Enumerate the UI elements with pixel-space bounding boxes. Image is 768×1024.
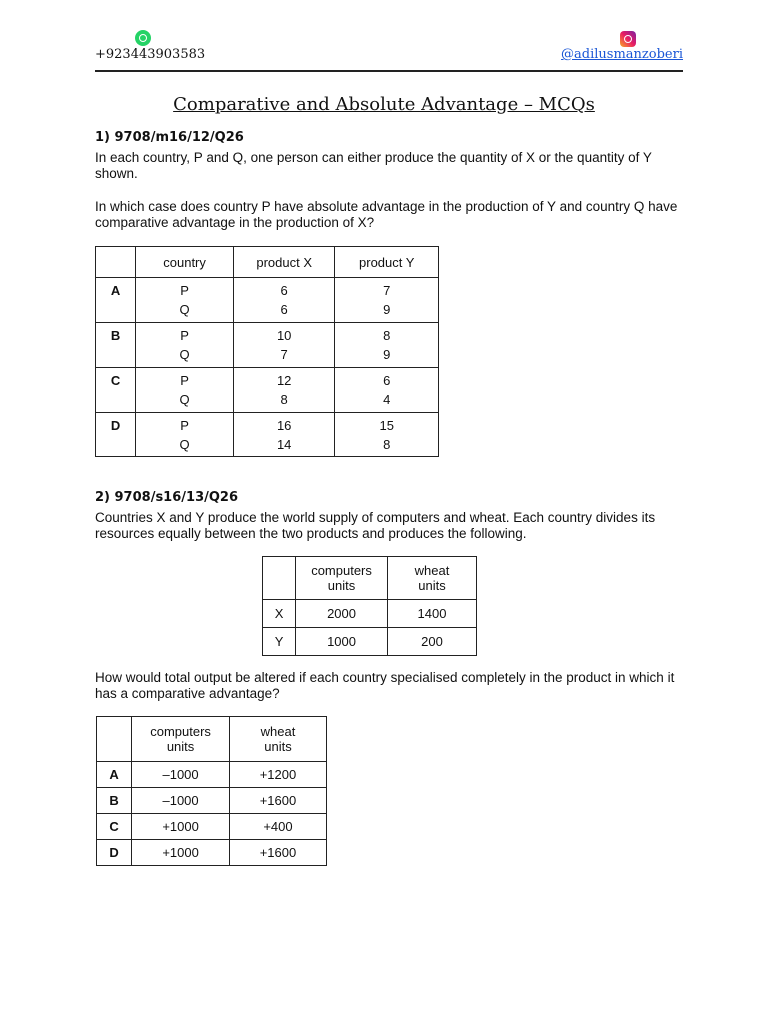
- table-row: [96, 323, 439, 368]
- table-header: wheat units: [387, 557, 476, 600]
- table-header: country: [136, 247, 234, 278]
- cell-country: P Q: [136, 413, 234, 457]
- option-letter: A: [97, 762, 132, 788]
- question-2-text: How would total output be altered if each country specialised completely in the product in which it has a comparative advantage?: [95, 670, 675, 701]
- table-row: [263, 628, 477, 656]
- cell-wheat: +400: [229, 814, 326, 840]
- table-header: [97, 717, 132, 762]
- option-letter: D: [97, 840, 132, 866]
- cell-product-x: 16 14: [233, 413, 335, 457]
- cell-computers: +1000: [132, 814, 230, 840]
- table-row: [97, 840, 327, 866]
- table-row: [263, 600, 477, 628]
- table-header-row: [97, 717, 327, 762]
- cell-computers: –1000: [132, 762, 230, 788]
- page-header: [95, 30, 683, 72]
- cell-country: P Q: [136, 323, 234, 368]
- cell-product-y: 7 9: [335, 278, 439, 323]
- cell-country: P Q: [136, 368, 234, 413]
- cell-wheat: +1600: [229, 840, 326, 866]
- cell-wheat: +1600: [229, 788, 326, 814]
- option-letter: B: [97, 788, 132, 814]
- cell-product-y: 15 8: [335, 413, 439, 457]
- table-row: [97, 788, 327, 814]
- question-2-code: 2) 9708/s16/13/Q26: [95, 490, 238, 505]
- table-header: product Y: [335, 247, 439, 278]
- cell-product-y: 6 4: [335, 368, 439, 413]
- table-header: computers units: [296, 557, 388, 600]
- table-header: product X: [233, 247, 335, 278]
- instagram-link[interactable]: @adilusmanzoberi: [561, 47, 683, 62]
- cell-product-y: 8 9: [335, 323, 439, 368]
- table-row: [97, 762, 327, 788]
- question-1-text: In which case does country P have absolute advantage in the production of Y and country Q have comparative advantage in the production of X?: [95, 199, 678, 230]
- cell-country: P Q: [136, 278, 234, 323]
- option-letter: B: [96, 323, 136, 368]
- page-title: Comparative and Absolute Advantage – MCQs: [173, 94, 595, 115]
- table-header: [263, 557, 296, 600]
- table-header: [96, 247, 136, 278]
- cell-product-x: 10 7: [233, 323, 335, 368]
- cell-computers: –1000: [132, 788, 230, 814]
- question-1-intro: In each country, P and Q, one person can either produce the quantity of X or the quantity of Y shown.: [95, 150, 652, 181]
- question-2-production-table: [262, 556, 477, 656]
- cell-computers: 2000: [296, 600, 388, 628]
- option-letter: C: [96, 368, 136, 413]
- cell-country: Y: [263, 628, 296, 656]
- cell-wheat: +1200: [229, 762, 326, 788]
- option-letter: D: [96, 413, 136, 457]
- cell-product-x: 6 6: [233, 278, 335, 323]
- instagram-icon: [620, 31, 636, 47]
- table-header: wheat units: [229, 717, 326, 762]
- option-letter: C: [97, 814, 132, 840]
- question-1-table: [95, 246, 439, 457]
- table-header-row: [96, 247, 439, 278]
- question-2-options-table: [96, 716, 327, 866]
- cell-wheat: 200: [387, 628, 476, 656]
- table-row: [96, 278, 439, 323]
- option-letter: A: [96, 278, 136, 323]
- table-header-row: [263, 557, 477, 600]
- cell-country: X: [263, 600, 296, 628]
- phone-number: +923443903583: [95, 47, 206, 62]
- table-row: [96, 368, 439, 413]
- table-row: [96, 413, 439, 457]
- table-row: [97, 814, 327, 840]
- cell-wheat: 1400: [387, 600, 476, 628]
- whatsapp-icon: [135, 30, 151, 46]
- question-2-intro: Countries X and Y produce the world supply of computers and wheat. Each country divides its resources equally between the two products and produces the following.: [95, 510, 656, 541]
- table-header: computers units: [132, 717, 230, 762]
- cell-computers: 1000: [296, 628, 388, 656]
- question-1-code: 1) 9708/m16/12/Q26: [95, 130, 244, 145]
- cell-computers: +1000: [132, 840, 230, 866]
- cell-product-x: 12 8: [233, 368, 335, 413]
